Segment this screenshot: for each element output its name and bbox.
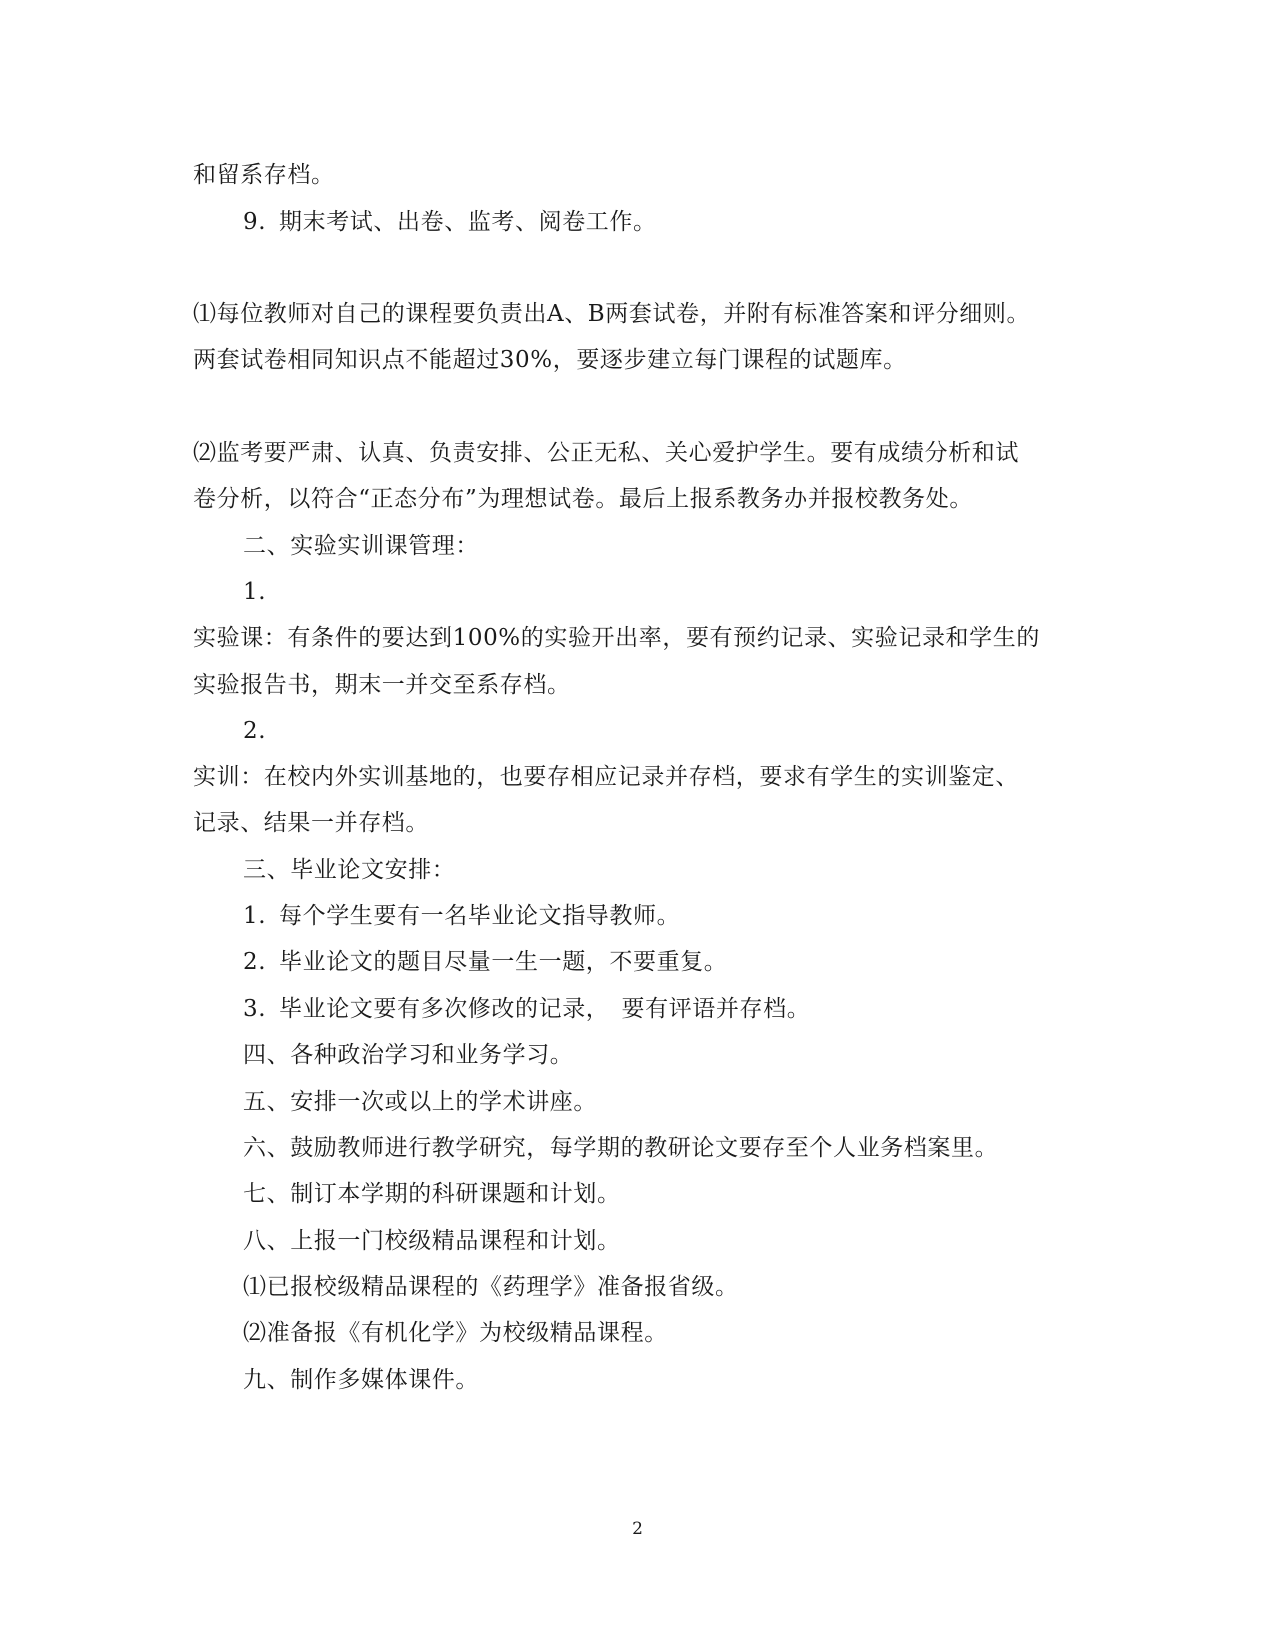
page-number: 2 [632, 1519, 643, 1539]
item-number: 9. [243, 209, 267, 235]
item-text: 期末考试、出卷、监考、阅卷工作。 [279, 209, 657, 235]
paragraph-text: 实验课：有条件的要达到100%的实验开出率，要有预约记录、实验记录和学生的 [193, 625, 1040, 651]
paragraph-text: 和留系存档。 [193, 162, 335, 188]
paragraph-text: ⑵监考要严肃、认真、负责安排、公正无私、关心爱护学生。要有成绩分析和试 [193, 440, 1019, 466]
numbered-item [243, 994, 810, 1024]
item-text: 毕业论文的题目尽量一生一题，不要重复。 [279, 949, 728, 975]
paragraph-text: 记录、结果一并存档。 [193, 810, 429, 836]
numbered-item [243, 901, 680, 931]
item-number: 1. [243, 579, 267, 605]
item-text: 毕业论文要有多次修改的记录， 要有评语并存档。 [279, 996, 811, 1022]
item-number: 2. [243, 949, 267, 975]
numbered-item [243, 207, 657, 237]
item-text: 每个学生要有一名毕业论文指导教师。 [279, 903, 681, 929]
section-heading: 九、制作多媒体课件。 [243, 1367, 479, 1393]
section-heading: 六、鼓励教师进行教学研究，每学期的教研论文要存至个人业务档案里。 [243, 1135, 999, 1161]
paragraph-text: 实训：在校内外实训基地的，也要存相应记录并存档，要求有学生的实训鉴定、 [193, 764, 1019, 790]
section-heading: 七、制订本学期的科研课题和计划。 [243, 1181, 621, 1207]
numbered-item [243, 947, 727, 977]
paragraph-text: ⑴每位教师对自己的课程要负责出A、B两套试卷，并附有标准答案和评分细则。 [193, 301, 1031, 327]
section-heading: 四、各种政治学习和业务学习。 [243, 1042, 574, 1068]
item-number: 1. [243, 903, 267, 929]
paragraph-text: 卷分析，以符合“正态分布”为理想试卷。最后上报系教务办并报校教务处。 [193, 486, 973, 512]
paragraph-text: ⑴已报校级精品课程的《药理学》准备报省级。 [243, 1274, 739, 1300]
item-number: 2. [243, 718, 267, 744]
paragraph-text: ⑵准备报《有机化学》为校级精品课程。 [243, 1320, 668, 1346]
section-heading: 二、实验实训课管理： [243, 533, 479, 559]
section-heading: 三、毕业论文安排： [243, 857, 456, 883]
item-number: 3. [243, 996, 267, 1022]
section-heading: 八、上报一门校级精品课程和计划。 [243, 1228, 621, 1254]
section-heading: 五、安排一次或以上的学术讲座。 [243, 1089, 597, 1115]
paragraph-text: 实验报告书，期末一并交至系存档。 [193, 672, 571, 698]
paragraph-text: 两套试卷相同知识点不能超过30%，要逐步建立每门课程的试题库。 [193, 347, 907, 373]
